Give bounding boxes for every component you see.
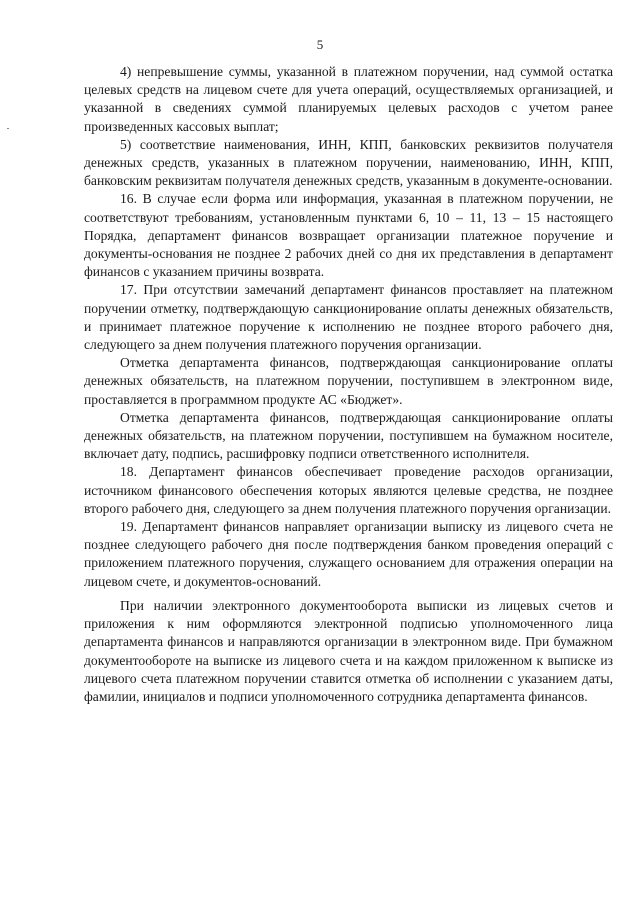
paragraph-clause-19: 19. Департамент финансов направляет организации выписку из лицевого счета не позднее следующего рабочего дня после подтверждения банком проведения операций с приложением платежного поручения, служащего основанием для отражения операции на лицевом счете, и документов-оснований. xyxy=(84,519,613,589)
paragraph-paper-mark: Отметка департамента финансов, подтверждающая санкционирование оплаты денежных обязательств, на платежном поручении, поступившем на бумажном носителе, включает дату, подпись, расшифровку подписи ответственного исполнителя. xyxy=(84,409,613,462)
document-body xyxy=(84,63,613,706)
paragraph-document-flow: При наличии электронного документооборота выписки из лицевых счетов и приложения к ним оформляются электронной подписью уполномоченного лица департамента финансов и направляются организации в электронном виде. При бумажном документообороте на выписке из лицевого счета и на каждом приложенном к выписке из лицевого счета платежном поручении ставится отметка об исполнении с указанием даты, фамилии, инициалов и подписи уполномоченного сотрудника департамента финансов. xyxy=(84,597,613,704)
paragraph-clause-17: 17. При отсутствии замечаний департамент финансов проставляет на платежном поручении отметку, подтверждающую санкционирование оплаты денежных обязательств, и принимает платежное поручение к исполнению не позднее второго рабочего дня, следующего за днем получения платежного поручения организации. xyxy=(84,282,613,353)
paragraph-clause-16: 16. В случае если форма или информация, указанная в платежном поручении, не соответствуют требованиям, установленным пунктами 6, 10 – 11, 13 – 15 настоящего Порядка, департамент финансов возвращает организации платежное поручение и документы-основания не позднее 2 рабочих дней со дня их представления в департамент финансов с указанием причины возврата. xyxy=(84,191,613,280)
page-number: 5 xyxy=(316,37,324,52)
paragraph-item-5: 5) соответствие наименования, ИНН, КПП, банковских реквизитов получателя денежных средств, указанных в платежном поручении, наименованию, ИНН, КПП, банковским реквизитам получателя денежных средств, указанным в документе-основании. xyxy=(84,136,613,189)
scan-margin-mark xyxy=(7,128,9,129)
paragraph-clause-18: 18. Департамент финансов обеспечивает проведение расходов организации, источником финансового обеспечения которых являются целевые средства, не позднее второго рабочего дня, следующего за днем получения платежного поручения организации. xyxy=(84,464,613,516)
paragraph-electronic-mark: Отметка департамента финансов, подтверждающая санкционирование оплаты денежных обязательств, на платежном поручении, поступившем в электронном виде, проставляется в программном продукте АС «Бюджет». xyxy=(84,355,613,407)
paragraph-item-4: 4) непревышение суммы, указанной в платежном поручении, над суммой остатка целевых средств на лицевом счете для учета операций, осуществляемых организацией, и указанной в сведениях суммой планируемых целевых расходов с учетом ранее произведенных кассовых выплат; xyxy=(84,64,613,134)
